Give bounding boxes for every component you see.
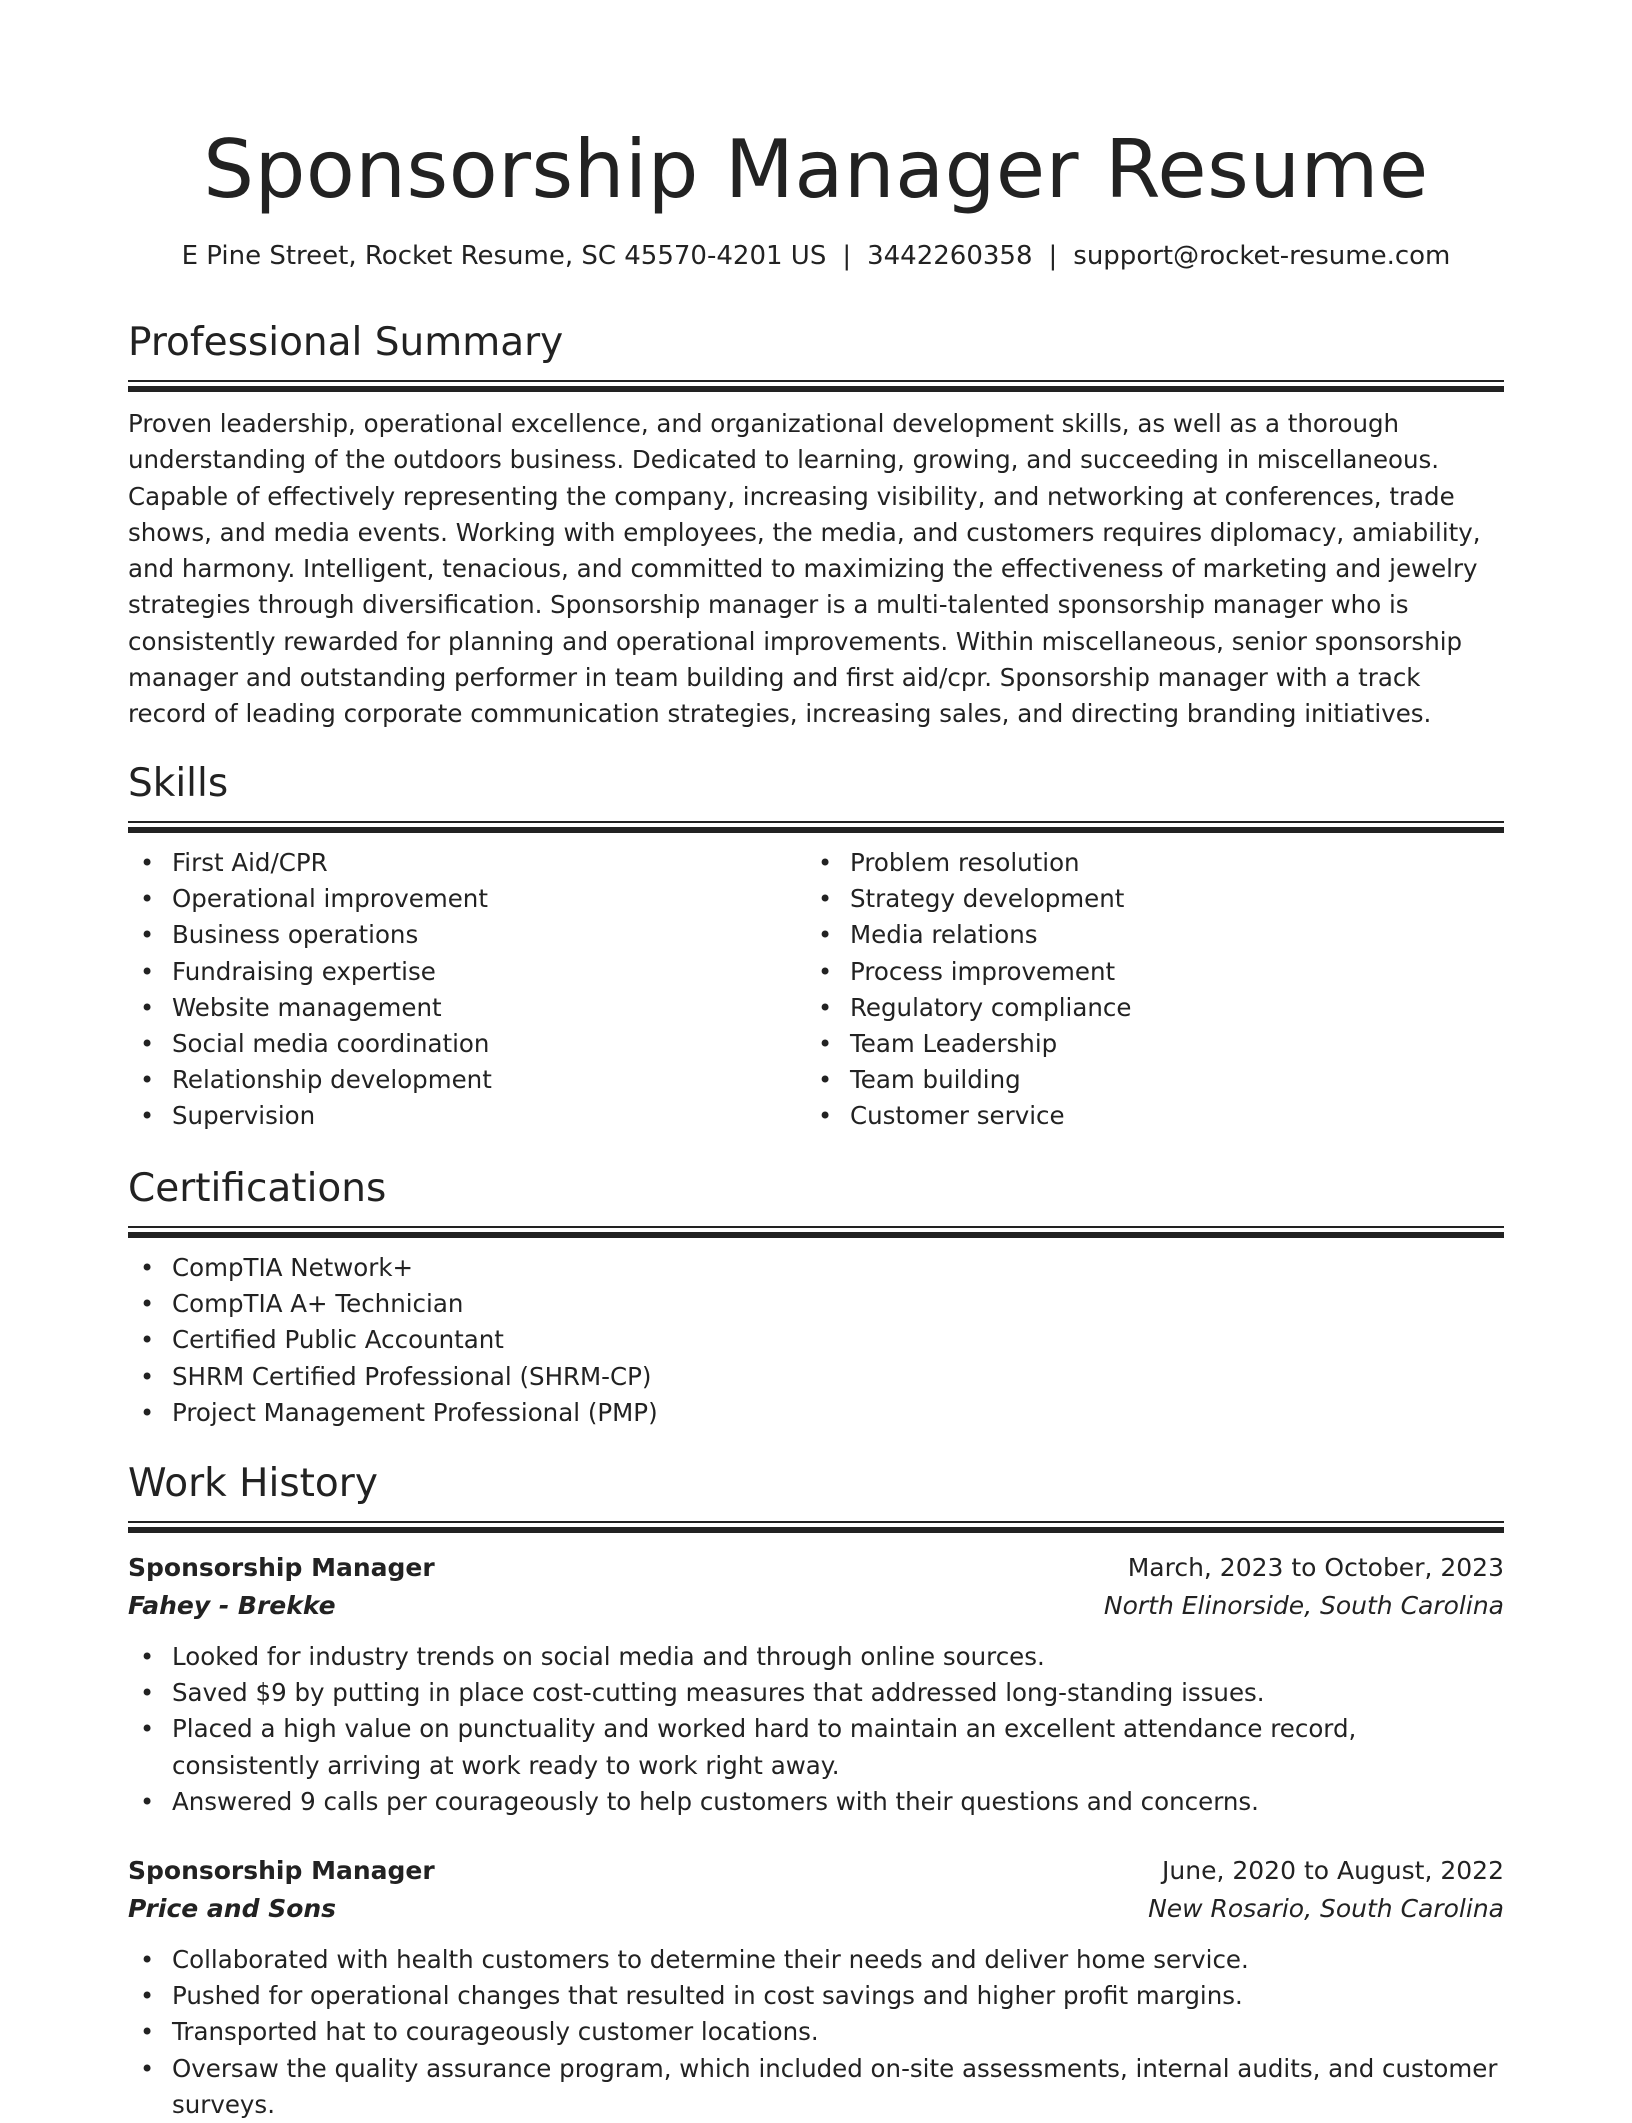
skills-heading: Skills <box>128 761 229 806</box>
skills-columns <box>128 845 1504 1135</box>
job-bullet: • Pushed for operational changes that resulted in cost savings and higher profit margins. <box>128 1978 1504 2014</box>
section-divider <box>128 1521 1504 1533</box>
skill-item: • Regulatory compliance <box>806 990 1484 1026</box>
skill-item: • First Aid/CPR <box>128 845 806 881</box>
skills-section <box>128 759 1504 1135</box>
job-bullets <box>128 1942 1504 2123</box>
skill-item: • Website management <box>128 990 806 1026</box>
job-subheader-row <box>128 1890 1504 1928</box>
job-title: Sponsorship Manager <box>128 1553 435 1582</box>
summary-section <box>128 318 1504 733</box>
job-entry <box>128 1549 1504 1820</box>
certification-item: • Project Management Professional (PMP) <box>128 1395 1504 1431</box>
job-bullet: • Collaborated with health customers to determine their needs and deliver home service. <box>128 1942 1504 1978</box>
certification-item: • Certified Public Accountant <box>128 1322 1504 1358</box>
skill-item: • Business operations <box>128 917 806 953</box>
certification-item: • CompTIA A+ Technician <box>128 1286 1504 1322</box>
skill-item: • Team building <box>806 1062 1484 1098</box>
job-header-row <box>128 1549 1504 1587</box>
job-subheader-row <box>128 1587 1504 1625</box>
section-divider <box>128 821 1504 833</box>
job-location: New Rosario, South Carolina <box>1148 1894 1504 1924</box>
job-dates: March, 2023 to October, 2023 <box>1127 1553 1504 1582</box>
job-bullets <box>128 1639 1504 1820</box>
skill-item: • Team Leadership <box>806 1026 1484 1062</box>
skill-item: • Strategy development <box>806 881 1484 917</box>
job-title: Sponsorship Manager <box>128 1856 435 1886</box>
job-bullet: • Oversaw the quality assurance program, which included on-site assessments, internal audits, and customer surveys. <box>128 2051 1504 2123</box>
skill-item: • Process improvement <box>806 954 1484 990</box>
skill-item: • Relationship development <box>128 1062 806 1098</box>
job-entry <box>128 1852 1504 2123</box>
job-bullet: • Saved $9 by putting in place cost-cutting measures that addressed long-standing issues. <box>128 1675 1504 1711</box>
contact-phone: 3442260358 <box>867 241 1033 271</box>
work-history-section <box>128 1459 1504 2123</box>
job-bullet: • Answered 9 calls per courageously to help customers with their questions and concerns. <box>128 1784 1504 1820</box>
job-dates: June, 2020 to August, 2022 <box>1162 1856 1504 1886</box>
contact-address: E Pine Street, Rocket Resume, SC 45570-4201 US <box>181 241 827 271</box>
job-bullet: • Placed a high value on punctuality and worked hard to maintain an excellent attendance record, consistently arriving at work ready to work right away. <box>128 1711 1504 1783</box>
certifications-section <box>128 1164 1504 1431</box>
job-company: Price and Sons <box>128 1894 337 1924</box>
contact-separator: | <box>1048 241 1058 271</box>
skill-item: • Supervision <box>128 1098 806 1134</box>
job-header-row <box>128 1852 1504 1890</box>
certification-item: • SHRM Certified Professional (SHRM-CP) <box>128 1359 1504 1395</box>
skill-item: • Customer service <box>806 1098 1484 1134</box>
skill-item: • Media relations <box>806 917 1484 953</box>
summary-heading: Professional Summary <box>128 320 564 365</box>
certifications-heading: Certifications <box>128 1166 387 1211</box>
contact-email: support@rocket-resume.com <box>1073 241 1451 271</box>
skill-item: • Problem resolution <box>806 845 1484 881</box>
skills-list-right <box>806 845 1484 1135</box>
contact-line <box>128 238 1504 274</box>
summary-text: Proven leadership, operational excellence, and organizational development skills, as well as a thorough understanding of the outdoors business. Dedicated to learning, growing, and succeeding in miscellaneous. Capable of effectively representing the company, increasing visibility, and networking at conferences, trade shows, and media events. Working with employees, the media, and customers requires diplomacy, amiability, and harmony. Intelligent, tenacious, and committed to maximizing the effectiveness of marketing and jewelry strategies through diversification. Sponsorship manager is a multi-talented sponsorship manager who is consistently rewarded for planning and operational improvements. Within miscellaneous, senior sponsorship manager and outstanding performer in team building and first aid/cpr. Sponsorship manager with a track record of leading corporate communication strategies, increasing sales, and directing branding initiatives. <box>128 409 1481 729</box>
skill-item: • Operational improvement <box>128 881 806 917</box>
job-company: Fahey - Brekke <box>128 1591 336 1620</box>
work-history-heading: Work History <box>128 1461 378 1506</box>
skills-list-left <box>128 845 806 1135</box>
section-divider <box>128 1226 1504 1238</box>
certification-item: • CompTIA Network+ <box>128 1250 1504 1286</box>
section-divider <box>128 380 1504 392</box>
job-bullet: • Transported hat to courageously customer locations. <box>128 2014 1504 2050</box>
contact-separator: | <box>842 241 852 271</box>
certifications-list <box>128 1250 1504 1431</box>
skill-item: • Social media coordination <box>128 1026 806 1062</box>
job-bullet: • Looked for industry trends on social media and through online sources. <box>128 1639 1504 1675</box>
job-location: North Elinorside, South Carolina <box>1103 1591 1504 1620</box>
resume-title: Sponsorship Manager Resume <box>203 123 1429 216</box>
skill-item: • Fundraising expertise <box>128 954 806 990</box>
